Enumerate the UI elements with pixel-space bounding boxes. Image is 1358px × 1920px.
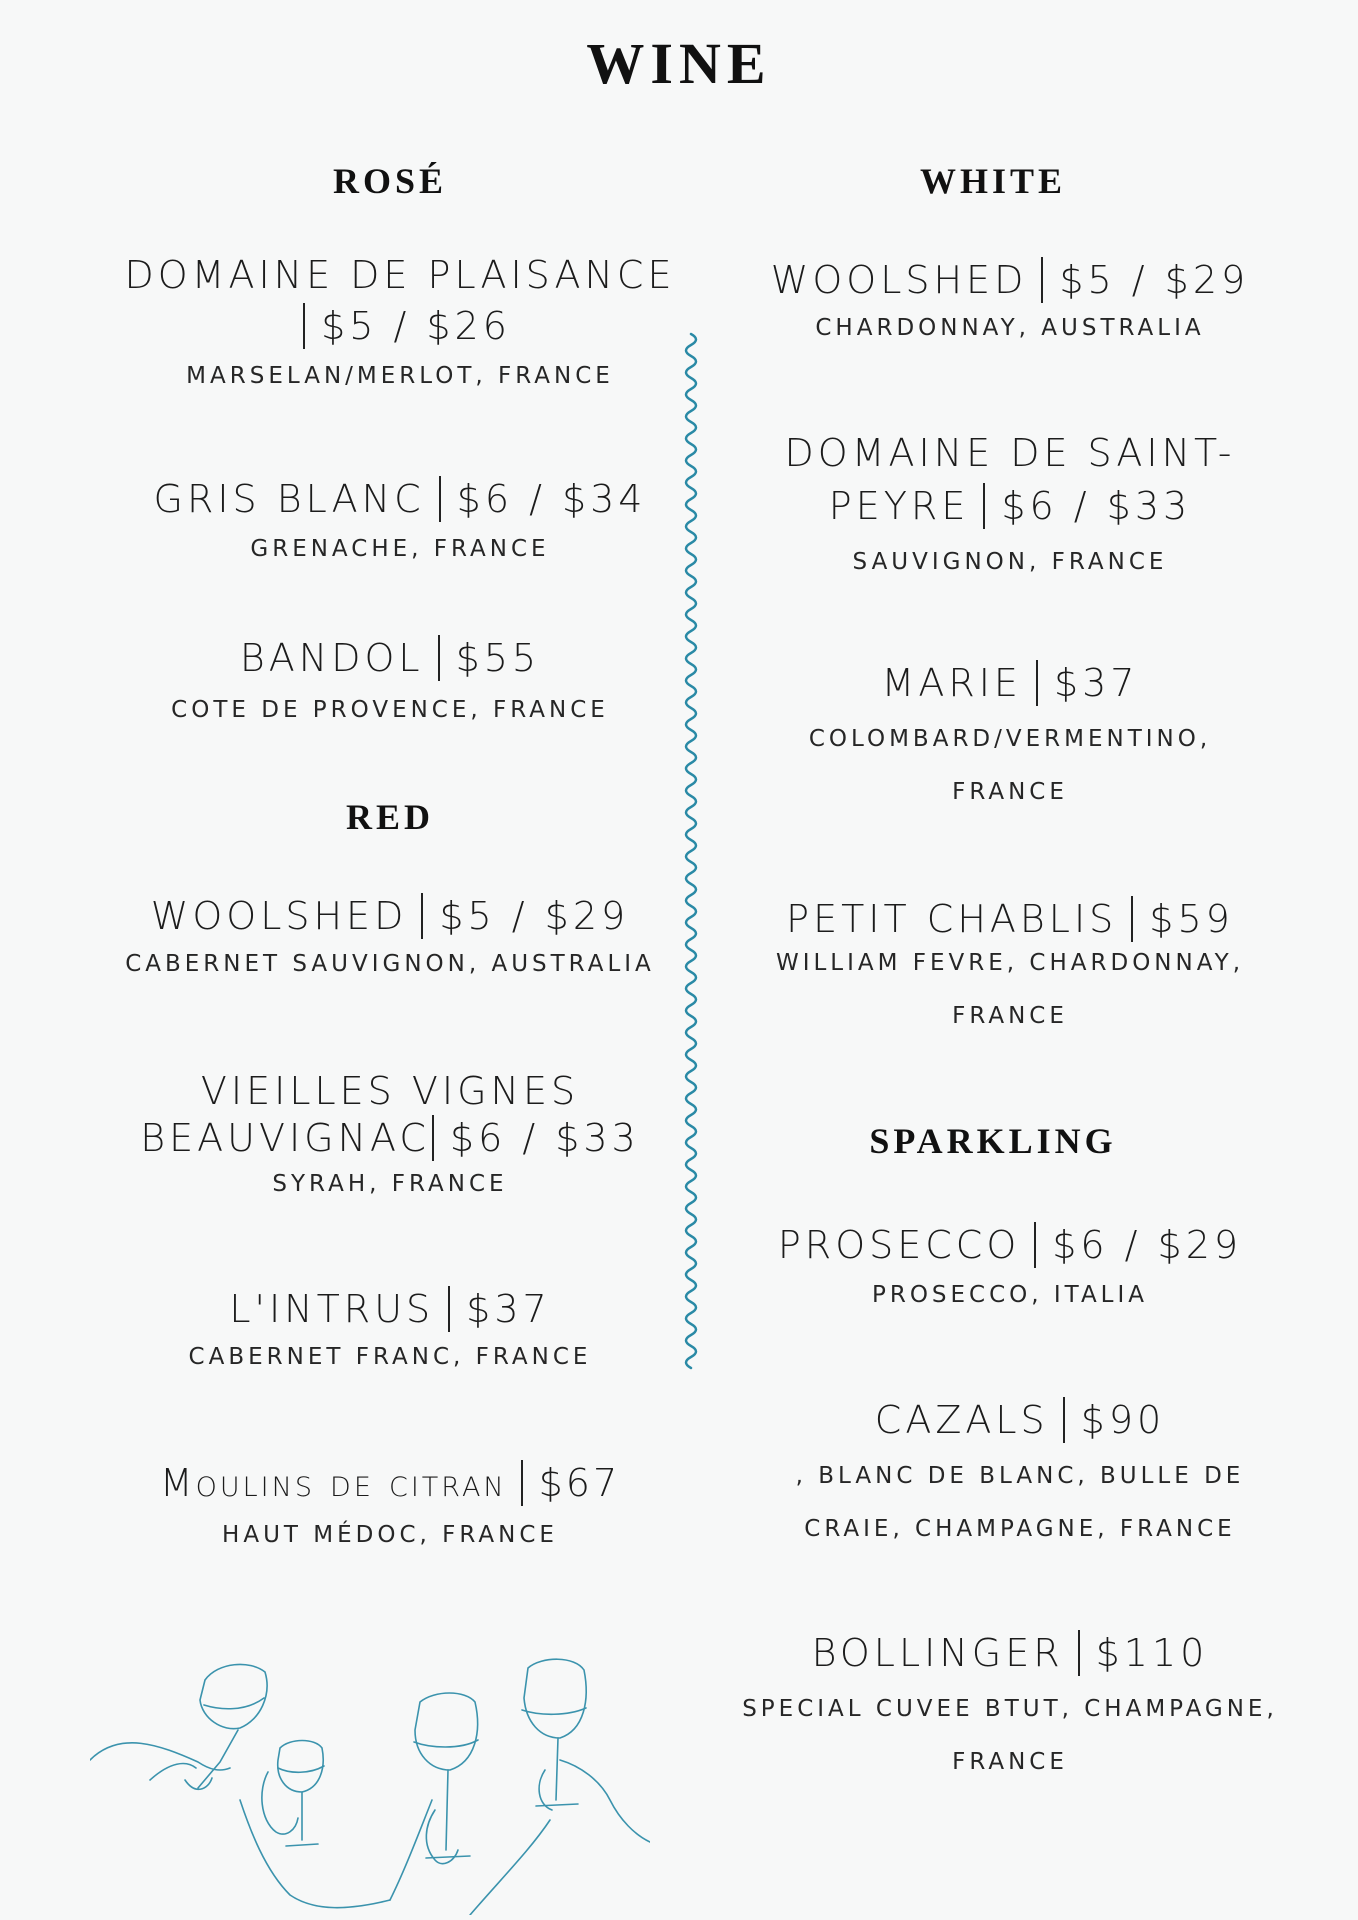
wine-item	[100, 1066, 680, 1200]
wine-price: $59	[1149, 897, 1234, 941]
wine-description: COTE DE PROVENCE, FRANCE	[171, 697, 609, 723]
wine-item	[700, 1628, 1320, 1789]
wine-description: CABERNET SAUVIGNON, AUSTRALIA	[125, 951, 655, 977]
wine-item	[720, 428, 1300, 578]
wine-name: BOLLINGER	[811, 1631, 1064, 1675]
wine-description: SPECIAL CUVEE BTUT, CHAMPAGNE,	[742, 1696, 1278, 1722]
wine-description: HAUT MÉDOC, FRANCE	[222, 1522, 558, 1548]
wine-item	[100, 633, 680, 726]
wine-description: FRANCE	[952, 779, 1068, 805]
wine-price: $6 / $33	[449, 1116, 640, 1160]
wine-item	[720, 1395, 1320, 1556]
price-separator	[303, 303, 305, 349]
wine-price: $55	[455, 636, 541, 680]
wine-item	[720, 894, 1300, 1043]
wine-name: DOMAINE DE PLAISANCE	[124, 253, 676, 297]
wine-description: SAUVIGNON, FRANCE	[852, 549, 1168, 575]
price-separator	[983, 483, 985, 529]
wine-description: COLOMBARD/VERMENTINO,	[808, 726, 1212, 752]
section-heading-white: WHITE	[919, 161, 1067, 201]
price-separator	[1078, 1630, 1080, 1676]
wine-price: $90	[1080, 1398, 1166, 1442]
wine-name: DOMAINE DE SAINT-	[784, 431, 1236, 475]
wine-price: $6 / $33	[1001, 484, 1192, 528]
wine-description: CRAIE, CHAMPAGNE, FRANCE	[804, 1516, 1236, 1542]
wine-item	[100, 474, 700, 565]
section-heading-red: RED	[345, 797, 434, 837]
wine-name: BANDOL	[239, 636, 424, 680]
price-separator	[432, 1115, 434, 1161]
wine-item	[720, 658, 1300, 819]
price-separator	[1131, 896, 1133, 942]
wine-name: Moulins de citran	[159, 1461, 507, 1505]
wine-description: MARSELAN/MERLOT, FRANCE	[186, 363, 614, 389]
price-separator	[448, 1286, 450, 1332]
wine-item	[80, 1458, 700, 1551]
wine-description: FRANCE	[952, 1749, 1068, 1775]
price-separator	[438, 635, 440, 681]
wine-item	[720, 1220, 1300, 1311]
wine-name: GRIS BLANC	[153, 477, 425, 521]
wine-item	[100, 1284, 680, 1373]
wine-item	[100, 891, 680, 980]
wine-description: CHARDONNAY, AUSTRALIA	[815, 315, 1205, 341]
wavy-divider-icon	[674, 330, 708, 1370]
wine-name: PROSECCO	[777, 1223, 1021, 1267]
wine-description: WILLIAM FEVRE, CHARDONNAY,	[775, 950, 1245, 976]
wine-price: $5 / $29	[439, 894, 630, 938]
price-separator	[439, 476, 441, 522]
wine-description: GRENACHE, FRANCE	[250, 536, 550, 562]
price-separator	[1041, 257, 1043, 303]
wine-price: $6 / $29	[1052, 1223, 1243, 1267]
wine-name: PEYRE	[828, 484, 970, 528]
wine-name: CAZALS	[874, 1398, 1049, 1442]
wine-name: WOOLSHED	[150, 894, 408, 938]
wine-price: $110	[1095, 1631, 1209, 1675]
wine-description: CABERNET FRANC, FRANCE	[188, 1344, 592, 1370]
wine-description: PROSECCO, ITALIA	[871, 1282, 1149, 1308]
wine-price: $6 / $34	[456, 477, 647, 521]
wine-price: $5 / $26	[321, 304, 511, 348]
wine-price: $67	[538, 1461, 621, 1505]
wine-name: WOOLSHED	[770, 258, 1028, 302]
section-heading-rose: ROSÉ	[332, 161, 448, 201]
price-separator	[1036, 660, 1038, 706]
wine-name: BEAUVIGNAC	[140, 1116, 430, 1160]
wine-name: VIEILLES VIGNES	[200, 1069, 580, 1113]
wine-description: FRANCE	[952, 1003, 1068, 1029]
wine-glasses-toast-icon	[90, 1650, 650, 1915]
wine-price: $37	[466, 1287, 551, 1331]
wine-name: MARIE	[881, 661, 1022, 705]
price-separator	[1063, 1397, 1065, 1443]
section-heading-sparkling: SPARKLING	[869, 1121, 1117, 1161]
wine-description: , BLANC DE BLANC, BULLE DE	[795, 1463, 1245, 1489]
wine-price: $37	[1053, 661, 1139, 705]
price-separator	[521, 1460, 523, 1506]
wine-price: $5 / $29	[1059, 258, 1250, 302]
wine-item	[100, 250, 700, 392]
price-separator	[1034, 1222, 1036, 1268]
wine-name: L'INTRUS	[229, 1287, 435, 1331]
wine-name: PETIT CHABLIS	[786, 897, 1118, 941]
menu-title: WINE	[586, 31, 772, 96]
wine-item	[720, 255, 1300, 344]
price-separator	[421, 893, 423, 939]
wine-description: SYRAH, FRANCE	[272, 1171, 508, 1197]
